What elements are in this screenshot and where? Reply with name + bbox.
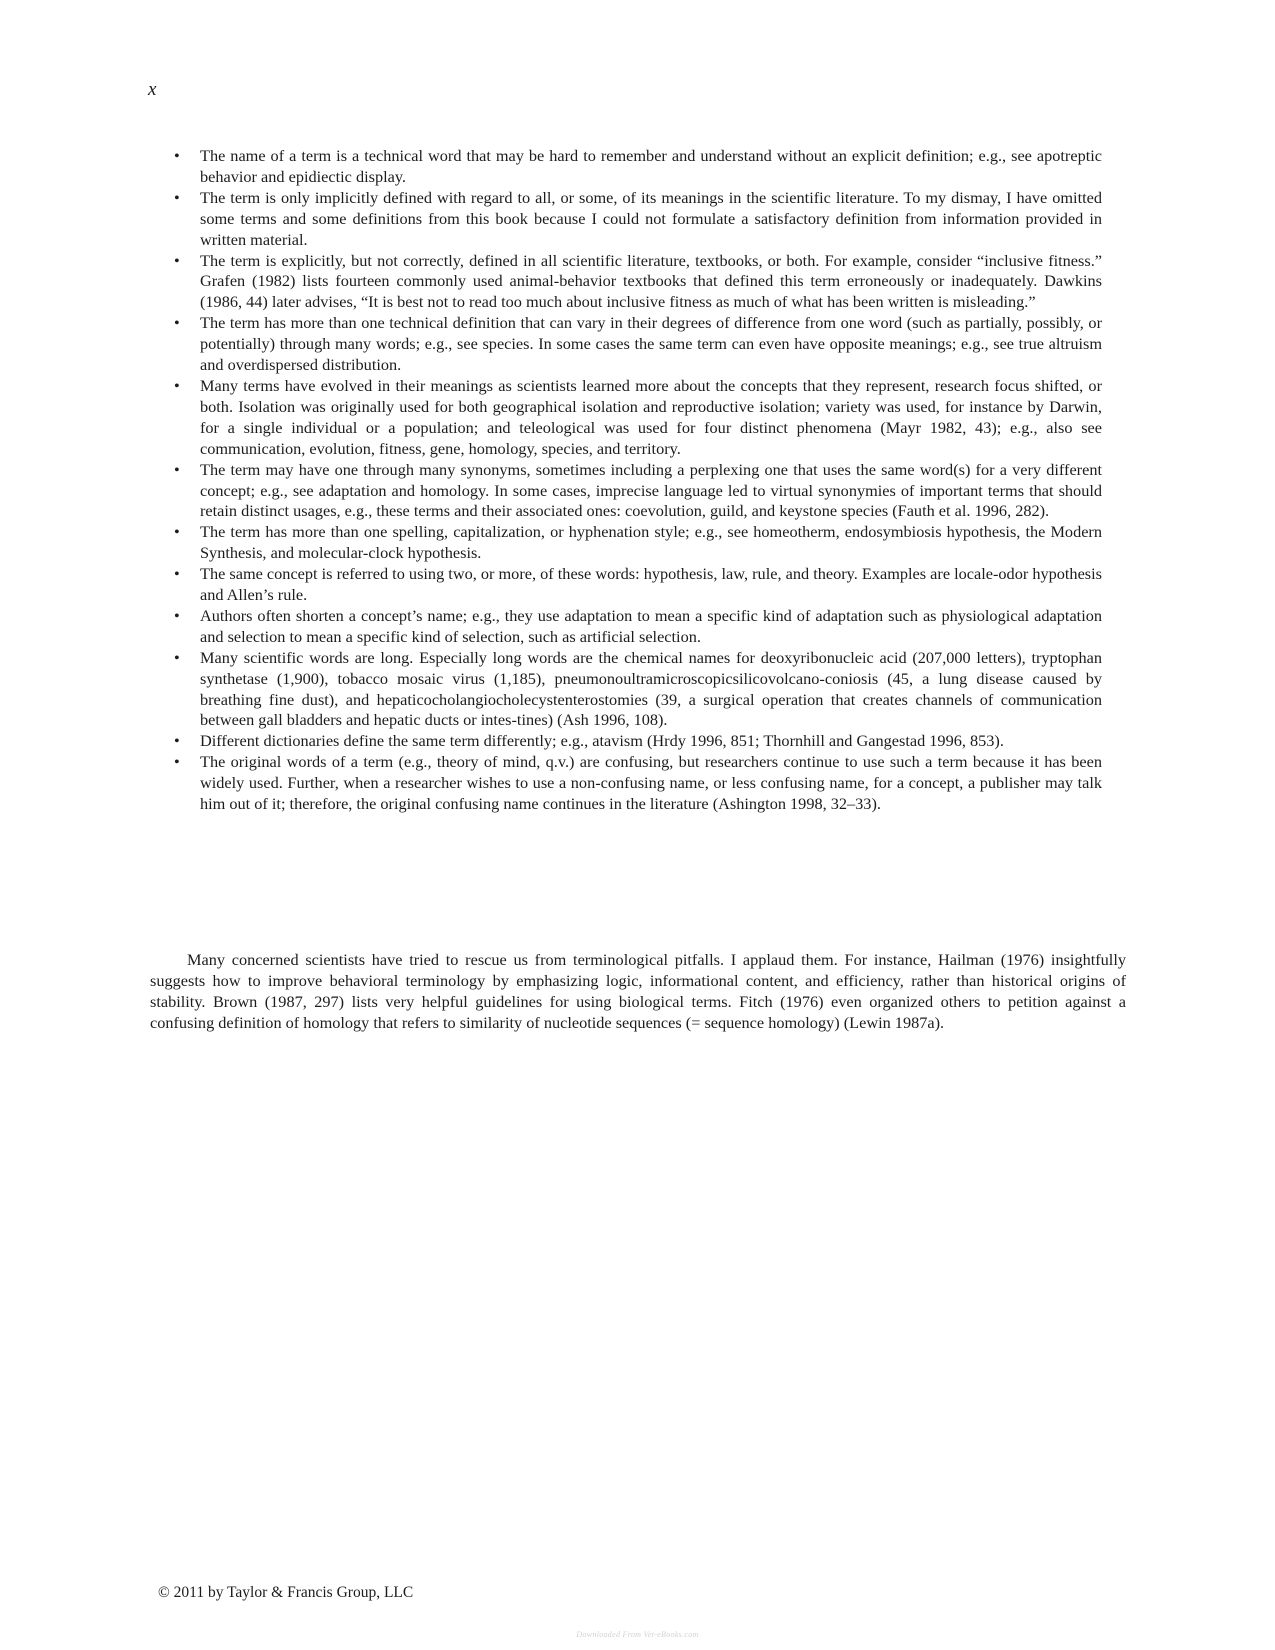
bullet-item [174, 313, 1102, 376]
bullet-text: The term has more than one technical definition that can vary in their degrees of difference from one word (such as partially, possibly, or potentially) through many words; e.g., see species. In some cases the same term can even have opposite meanings; e.g., see true altruism and overdispersed distribution. [200, 313, 1102, 375]
bullet-text: The term is only implicitly defined with regard to all, or some, of its meanings in the scientific literature. To my dismay, I have omitted some terms and some definitions from this book because I could not formulate a satisfactory definition from information provided in written material. [200, 187, 1102, 249]
bullet-marker: • [174, 459, 180, 479]
page-number: x [148, 79, 157, 100]
bullet-item [174, 606, 1102, 648]
bullet-item [174, 146, 1102, 188]
bullet-text: The name of a term is a technical word that may be hard to remember and understand without an explicit definition; e.g., see apotreptic behavior and epidiectic display. [200, 146, 1102, 186]
bullet-text: Many scientific words are long. Especially long words are the chemical names for deoxyribonucleic acid (207,000 letters), tryptophan synthetase (1,900), tobacco mosaic virus (1,185), pneumonoultramicroscopicsilicovolcano-coniosis (45, a lung disease caused by breathing fine dust), and hepaticocholangiocholecystenterostomies (39, a surgical operation that creates channels of communication between gall bladders and hepatic ducts or intes-tines) (Ash 1996, 108). [200, 647, 1102, 730]
bullet-item [174, 460, 1102, 523]
bullet-marker: • [174, 605, 180, 625]
bullet-marker: • [174, 647, 180, 667]
bullet-list [174, 146, 1102, 815]
bullet-marker: • [174, 313, 180, 333]
bullet-text: Many terms have evolved in their meanings as scientists learned more about the concepts that they represent, research focus shifted, or both. Isolation was originally used for both geographical isolation and reproductive isolation; variety was used, for instance by Darwin, for a single individual or a population; and teleological was used for four distinct phenomena (Mayr 1982, 43); e.g., also see communication, evolution, fitness, gene, homology, species, and territory. [200, 375, 1102, 458]
bullet-marker: • [174, 187, 180, 207]
bullet-marker: • [174, 731, 180, 751]
bullet-marker: • [174, 146, 180, 165]
copyright-notice: © 2011 by Taylor & Francis Group, LLC [158, 1584, 414, 1601]
bullet-item [174, 564, 1102, 606]
bullet-text: The same concept is referred to using two, or more, of these words: hypothesis, law, rule, and theory. Examples are locale-odor hypothesis and Allen’s rule. [200, 564, 1102, 605]
bullet-marker: • [174, 375, 180, 395]
bullet-item [174, 752, 1102, 815]
bullet-text: Different dictionaries define the same term differently; e.g., atavism (Hrdy 1996, 851; Thornhill and Gangestad 1996, 853). [200, 731, 1004, 751]
bullet-marker: • [174, 752, 180, 772]
bullet-text: The original words of a term (e.g., theory of mind, q.v.) are confusing, but researchers continue to use such a term because it has been widely used. Further, when a researcher wishes to use a non-confusing name, or less confusing name, for a concept, a publisher may talk him out of it; therefore, the original confusing name continues in the literature (Ashington 1998, 32–33). [200, 752, 1102, 814]
bullet-item [174, 376, 1102, 460]
bullet-text: The term has more than one spelling, capitalization, or hyphenation style; e.g., see homeotherm, endosymbiosis hypothesis, the Modern Synthesis, and molecular-clock hypothesis. [200, 522, 1102, 563]
bullet-marker: • [174, 564, 180, 584]
bullet-text: The term may have one through many synonyms, sometimes including a perplexing one that uses the same word(s) for a very different concept; e.g., see adaptation and homology. In some cases, imprecise language led to virtual synonymies of important terms that should retain distinct usages, e.g., these terms and their associated ones: coevolution, guild, and keystone species (Fauth et al. 1996, 282). [200, 459, 1102, 521]
bullet-item [174, 522, 1102, 564]
bullet-marker: • [174, 522, 180, 542]
bullet-item [174, 648, 1102, 732]
bullet-text: Authors often shorten a concept’s name; e.g., they use adaptation to mean a specific kind of adaptation such as physiological adaptation and selection to mean a specific kind of selection, such as artificial selection. [200, 605, 1102, 646]
body-paragraph: Many concerned scientists have tried to rescue us from terminological pitfalls. I applaud them. For instance, Hailman (1976) insightfully suggests how to improve behavioral terminology by emphasizing logic, informational content, and efficiency, rather than historical origins of stability. Brown (1987, 297) lists very helpful guidelines for using biological terms. Fitch (1976) even organized others to petition against a confusing definition of homology that refers to similarity of nucleotide sequences (= sequence homology) (Lewin 1987a). [150, 950, 1126, 1032]
bullet-item [174, 188, 1102, 251]
bullet-item [174, 731, 1102, 752]
bullet-marker: • [174, 250, 180, 270]
watermark: Downloaded From Vet-eBooks.com [576, 1630, 699, 1639]
bullet-text: The term is explicitly, but not correctly, defined in all scientific literature, textbooks, or both. For example, consider “inclusive fitness.” Grafen (1982) lists fourteen commonly used animal-behavior textbooks that defined this term erroneously or inadequately. Dawkins (1986, 44) later advises, “It is best not to read too much about inclusive fitness as much of what has been written is misleading.” [200, 250, 1102, 312]
bullet-item [174, 251, 1102, 314]
